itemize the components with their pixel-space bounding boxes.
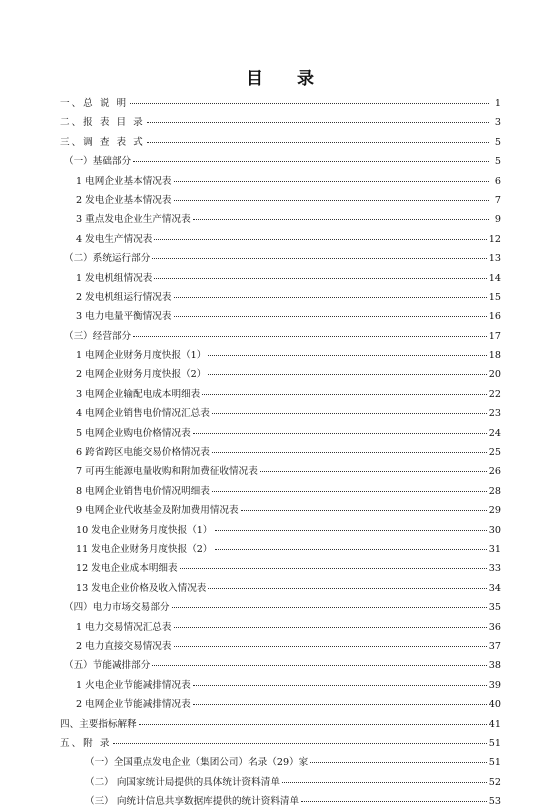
toc-entry-label: 7 可再生能源电量收购和附加费征收情况表 — [76, 466, 258, 478]
toc-entry[interactable] — [60, 365, 501, 384]
dot-leader — [174, 296, 487, 298]
dot-leader — [130, 102, 489, 104]
dot-leader — [139, 723, 487, 725]
page-title: 目 录 — [246, 69, 328, 89]
toc-entry-label: 8 电网企业销售电价情况明细表 — [76, 485, 210, 497]
toc-entry[interactable] — [60, 715, 501, 734]
toc-entry[interactable] — [60, 637, 501, 656]
toc-entry[interactable] — [60, 559, 501, 578]
dot-leader — [174, 180, 490, 182]
dot-leader — [208, 373, 486, 375]
toc-entry[interactable] — [60, 462, 501, 481]
toc-entry-label: 二、报 表 目 录 — [60, 117, 145, 129]
toc-entry-page-number: 37 — [488, 640, 501, 652]
toc-entry[interactable] — [60, 327, 501, 346]
toc-entry[interactable] — [60, 249, 501, 268]
toc-entry[interactable] — [60, 172, 501, 191]
toc-entry-label: （五）节能减排部分 — [64, 660, 151, 672]
toc-entry[interactable] — [60, 792, 501, 811]
dot-leader — [154, 238, 486, 240]
dot-leader — [174, 199, 490, 201]
toc-entry[interactable] — [60, 618, 501, 637]
toc-entry-label: 1 发电机组情况表 — [76, 272, 153, 284]
toc-entry-label: （三）经营部分 — [64, 330, 132, 342]
toc-entry-label: 1 电力交易情况汇总表 — [76, 621, 172, 633]
toc-entry-page-number: 6 — [494, 175, 501, 187]
toc-entry[interactable] — [60, 307, 501, 326]
toc-entry-page-number: 51 — [488, 737, 501, 749]
dot-leader — [193, 432, 487, 434]
toc-entry[interactable] — [60, 269, 501, 288]
toc-entry-page-number: 36 — [488, 621, 501, 633]
toc-entry-page-number: 22 — [488, 388, 501, 400]
toc-entry-page-number: 38 — [488, 660, 501, 672]
toc-entry[interactable] — [60, 443, 501, 462]
toc-entry-page-number: 51 — [488, 757, 501, 769]
toc-entry-page-number: 26 — [488, 466, 501, 478]
toc-entry[interactable] — [60, 346, 501, 365]
toc-entry[interactable] — [60, 540, 501, 559]
toc-entry[interactable] — [60, 501, 501, 520]
toc-entry-label: 3 重点发电企业生产情况表 — [76, 214, 191, 226]
toc-entry-page-number: 12 — [488, 233, 501, 245]
dot-leader — [152, 257, 486, 259]
toc-entry[interactable] — [60, 113, 501, 132]
toc-entry-label: 4 电网企业销售电价情况汇总表 — [76, 408, 210, 420]
toc-entry[interactable] — [60, 404, 501, 423]
toc-entry-page-number: 17 — [488, 330, 501, 342]
toc-entry-label: 3 电网企业输配电成本明细表 — [76, 388, 201, 400]
toc-entry-label: （四）电力市场交易部分 — [64, 602, 170, 614]
toc-entry-label: 13 发电企业价格及收入情况表 — [76, 582, 207, 594]
toc-entry-page-number: 52 — [488, 776, 501, 788]
toc-entry-label: 5 电网企业购电价格情况表 — [76, 427, 191, 439]
toc-entry-label: （一）基础部分 — [64, 156, 132, 168]
toc-entry-page-number: 3 — [494, 117, 501, 129]
toc-entry-label: 1 火电企业节能减排情况表 — [76, 679, 191, 691]
toc-entry-page-number: 20 — [488, 369, 501, 381]
dot-leader — [193, 684, 487, 686]
dot-leader — [260, 470, 487, 472]
toc-entry-label: 四、主要指标解释 — [60, 718, 137, 730]
toc-entry-page-number: 31 — [488, 543, 501, 555]
dot-leader — [172, 606, 487, 608]
toc-entry-page-number: 7 — [494, 194, 501, 206]
toc-entry[interactable] — [60, 676, 501, 695]
toc-entry-label: 五、附 录 — [60, 737, 112, 749]
dot-leader — [215, 529, 487, 531]
toc-entry-label: 12 发电企业成本明细表 — [76, 563, 178, 575]
dot-leader — [215, 548, 487, 550]
toc-entry-page-number: 29 — [488, 505, 501, 517]
toc-entry-label: 9 电网企业代收基金及附加费用情况表 — [76, 505, 239, 517]
toc-entry-label: 6 跨省跨区电能交易价格情况表 — [76, 447, 210, 459]
toc-entry-label: 2 电网企业节能减排情况表 — [76, 699, 191, 711]
toc-entry[interactable] — [60, 152, 501, 171]
toc-entry-page-number: 5 — [494, 136, 501, 148]
toc-entry-label: 三、调 查 表 式 — [60, 136, 145, 148]
toc-entry-label: 一、总 说 明 — [60, 98, 129, 109]
toc-entry[interactable] — [60, 521, 501, 540]
toc-entry-label: 3 电力电量平衡情况表 — [76, 311, 172, 323]
toc-entry-label: （二）系统运行部分 — [64, 253, 151, 265]
toc-entry-page-number: 25 — [488, 447, 501, 459]
dot-leader — [152, 664, 486, 666]
toc-entry-page-number: 30 — [488, 524, 501, 536]
dot-leader — [193, 218, 489, 220]
dot-leader — [208, 587, 486, 589]
dot-leader — [310, 761, 487, 763]
toc-entry-page-number: 33 — [488, 563, 501, 575]
toc-entry-label: （二） 向国家统计局提供的具体统计资料清单 — [85, 776, 280, 788]
toc-entry[interactable] — [60, 734, 501, 753]
toc-entry-label: 1 电网企业基本情况表 — [76, 175, 172, 187]
dot-leader — [154, 277, 486, 279]
toc-entry-page-number: 39 — [488, 679, 501, 691]
toc-entry-page-number: 53 — [488, 796, 501, 808]
dot-leader — [208, 354, 486, 356]
table-of-contents — [60, 94, 501, 811]
toc-entry-page-number: 14 — [488, 272, 501, 284]
toc-entry-page-number: 13 — [488, 253, 501, 265]
toc-entry[interactable] — [60, 695, 501, 714]
dot-leader — [193, 703, 487, 705]
toc-entry-page-number: 28 — [488, 485, 501, 497]
dot-leader — [301, 800, 487, 802]
toc-entry[interactable] — [60, 773, 501, 792]
dot-leader — [133, 335, 487, 337]
toc-entry-label: 11 发电企业财务月度快报（2） — [76, 543, 213, 555]
toc-entry-label: 4 发电生产情况表 — [76, 233, 153, 245]
toc-entry-label: 1 电网企业财务月度快报（1） — [76, 350, 207, 362]
toc-entry[interactable] — [60, 656, 501, 675]
toc-entry[interactable] — [60, 424, 501, 443]
toc-entry-label: 2 发电企业基本情况表 — [76, 194, 172, 206]
toc-entry-page-number: 18 — [488, 350, 501, 362]
toc-entry-page-number: 35 — [488, 602, 501, 614]
toc-entry[interactable] — [60, 230, 501, 249]
toc-entry[interactable] — [60, 94, 501, 113]
toc-entry-page-number: 34 — [488, 582, 501, 594]
toc-entry-label: 2 电力直接交易情况表 — [76, 640, 172, 652]
dot-leader — [147, 141, 489, 143]
dot-leader — [147, 121, 489, 123]
dot-leader — [174, 315, 487, 317]
dot-leader — [133, 160, 489, 162]
toc-entry-label: 2 发电机组运行情况表 — [76, 291, 172, 303]
dot-leader — [241, 509, 487, 511]
toc-entry-label: 10 发电企业财务月度快报（1） — [76, 524, 213, 536]
toc-entry-page-number: 24 — [488, 427, 501, 439]
toc-entry[interactable] — [60, 579, 501, 598]
toc-entry-label: （一）全国重点发电企业（集团公司）名录（29）家 — [85, 757, 309, 769]
dot-leader — [212, 490, 487, 492]
toc-entry-page-number: 1 — [494, 98, 501, 109]
toc-entry-label: （三） 向统计信息共享数据库提供的统计资料清单 — [85, 796, 300, 808]
toc-entry[interactable] — [60, 753, 501, 772]
toc-entry[interactable] — [60, 385, 501, 404]
toc-entry-label: 2 电网企业财务月度快报（2） — [76, 369, 207, 381]
toc-entry-page-number: 23 — [488, 408, 501, 420]
dot-leader — [212, 451, 487, 453]
toc-entry[interactable] — [60, 482, 501, 501]
dot-leader — [180, 567, 487, 569]
toc-entry-page-number: 9 — [494, 214, 501, 226]
toc-entry-page-number: 40 — [488, 699, 501, 711]
toc-entry[interactable] — [60, 133, 501, 152]
toc-entry[interactable] — [60, 191, 501, 210]
dot-leader — [113, 742, 486, 744]
dot-leader — [282, 781, 487, 783]
toc-entry[interactable] — [60, 288, 501, 307]
dot-leader — [174, 626, 487, 628]
toc-entry-page-number: 16 — [488, 311, 501, 323]
toc-entry-page-number: 15 — [488, 291, 501, 303]
dot-leader — [212, 412, 487, 414]
dot-leader — [202, 393, 487, 395]
toc-entry-page-number: 41 — [488, 718, 501, 730]
dot-leader — [174, 645, 487, 647]
toc-entry[interactable] — [60, 210, 501, 229]
toc-entry-page-number: 5 — [494, 156, 501, 168]
toc-entry[interactable] — [60, 598, 501, 617]
